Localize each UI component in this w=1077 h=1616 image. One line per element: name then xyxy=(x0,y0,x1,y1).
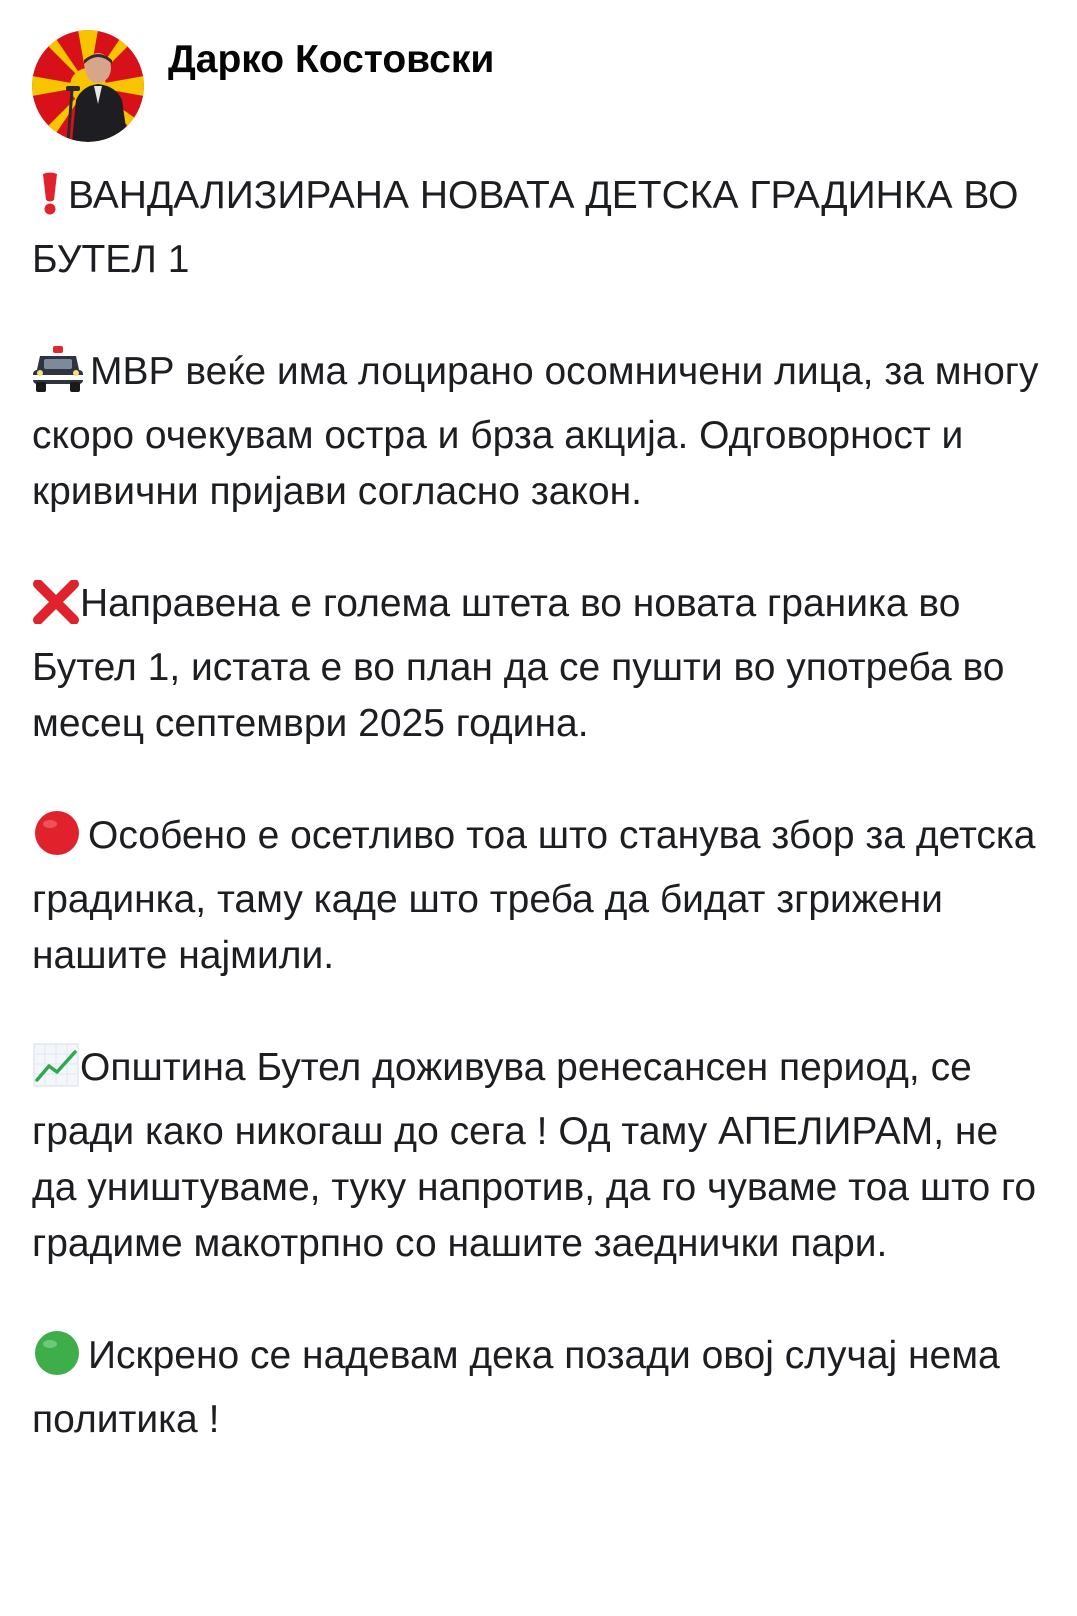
paragraph-text: Особено е осетливо тоа што станува збор за детска градинка, таму каде што треба да бидат згрижени нашите најмили. xyxy=(32,814,1036,977)
paragraph-text: МВР веќе има лоцирано осомничени лица, за многу скоро очекувам остра и брза акција. Одговорност и кривични пријави согласно закон. xyxy=(32,350,1039,513)
avatar-image xyxy=(32,30,144,142)
police-car-icon xyxy=(32,346,84,408)
cross-mark-icon xyxy=(32,580,80,640)
post-paragraph xyxy=(32,344,1047,520)
exclamation-icon xyxy=(32,172,68,232)
post-paragraph xyxy=(32,1328,1047,1448)
post-paragraph-title xyxy=(32,168,1047,288)
paragraph-text: ВАНДАЛИЗИРАНА НОВАТА ДЕТСКА ГРАДИНКА ВО БУТЕЛ 1 xyxy=(32,174,1019,281)
paragraph-text: Искрено се надевам дека позади овој случај нема политика ! xyxy=(32,1334,1000,1441)
paragraph-text: Направена е голема штета во новата граника во Бутел 1, истата е во план да се пушти во употреба во месец септември 2025 година. xyxy=(32,582,1005,745)
red-circle-icon xyxy=(32,810,82,872)
post-header xyxy=(32,30,494,145)
post-paragraph xyxy=(32,1040,1047,1272)
paragraph-text: Општина Бутел доживува ренесансен период, се гради како никогаш до сега ! Од таму АПЕЛИРАМ, не да уништуваме, туку напротив, да го чуваме тоа што го градиме макотрпно со нашите заеднички пари. xyxy=(32,1046,1037,1265)
author-name[interactable]: Дарко Костовски xyxy=(168,38,495,81)
post-paragraph xyxy=(32,808,1047,984)
green-circle-icon xyxy=(32,1330,82,1392)
post-body xyxy=(32,168,1047,1448)
post-paragraph xyxy=(32,576,1047,752)
avatar[interactable] xyxy=(32,30,144,142)
chart-increasing-icon xyxy=(32,1042,80,1104)
